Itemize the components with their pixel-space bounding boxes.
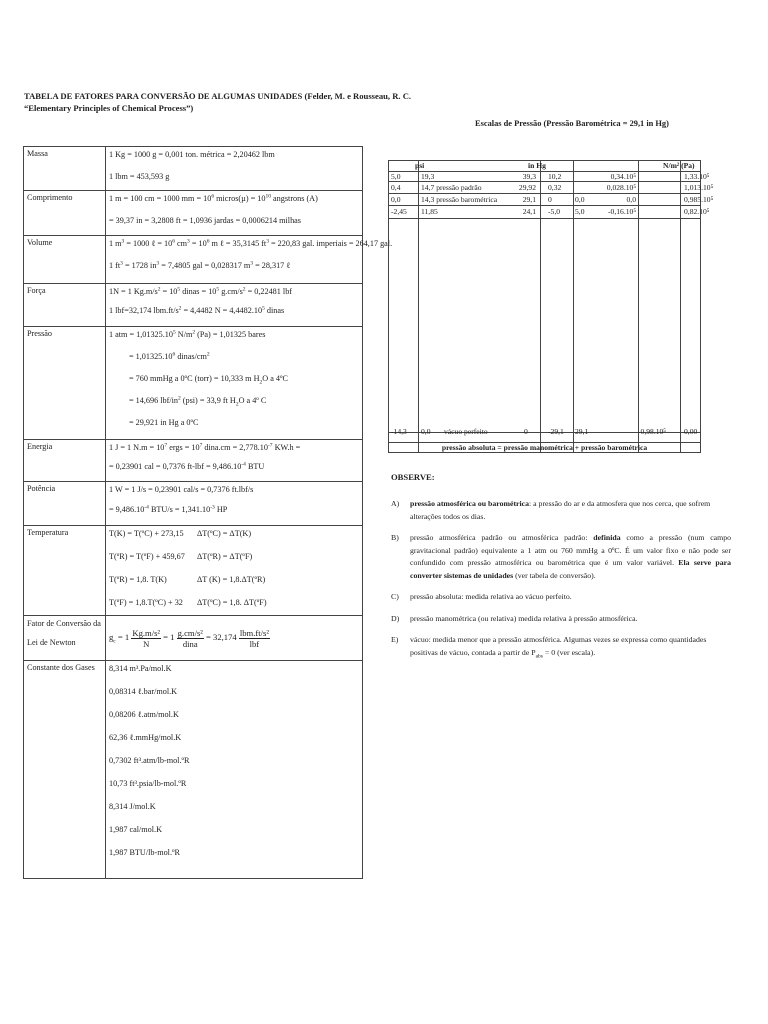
label-volume: Volume bbox=[24, 236, 106, 284]
scale-footer: pressão absoluta = pressão manométrica + pressão barométrica bbox=[441, 443, 648, 452]
row-energia bbox=[24, 440, 363, 482]
header-pa: N/m² (Pa) bbox=[663, 161, 695, 170]
label-comprimento: Comprimento bbox=[24, 191, 106, 236]
scale-cell-c1: 5,0 bbox=[391, 172, 401, 181]
label-forca: Força bbox=[24, 284, 106, 327]
scale-cell-c7: 0,82.10⁵ bbox=[684, 207, 710, 216]
label-energia: Energia bbox=[24, 440, 106, 482]
bottom-c4: -29,1 bbox=[548, 427, 564, 436]
scale-cell-c3: 29,1 bbox=[522, 195, 536, 204]
gas-constant-value: 8,314 m³.Pa/mol.K bbox=[109, 664, 172, 673]
value-potencia: 1 W = 1 J/s = 0,23901 cal/s = 0,7376 ft.lbf/s = $9,486.10^{-4}$ $BTU/s = 1,341.10^{-3}$ HP bbox=[106, 482, 363, 526]
value-gases bbox=[106, 661, 363, 879]
observe-notes bbox=[391, 498, 731, 668]
label-gases: Constante dos Gases bbox=[24, 661, 106, 879]
gas-constant-value: 0,08314 ℓ.bar/mol.K bbox=[109, 687, 178, 696]
row-comprimento bbox=[24, 191, 363, 236]
scale-cell-c6: 0,028.10⁵ bbox=[606, 183, 636, 192]
scale-cell-c6: 0,34.10⁵ bbox=[610, 172, 636, 181]
scale-cell-c4: 10,2 bbox=[548, 172, 562, 181]
row-gases bbox=[24, 661, 363, 879]
scale-cell-c1: -2,45 bbox=[391, 207, 407, 216]
scale-cell-c3: 39,3 bbox=[522, 172, 536, 181]
title-line-2: “Elementary Principles of Chemical Process”) bbox=[24, 103, 194, 113]
scale-cell-c5: 0,0 bbox=[575, 195, 585, 204]
scale-cell-c2: 19,3 bbox=[421, 172, 435, 181]
gas-constant-value: 0,7302 ft³.atm/lb-mol.ºR bbox=[109, 756, 190, 765]
note-e: E) vácuo: medida menor que a pressão atmosférica. Algumas vezes se expressa como quantidades positivas de vácuo, contada a partir de $P_{abs} = 0$ (ver escala). bbox=[391, 635, 707, 660]
row-massa bbox=[24, 147, 363, 191]
scale-cell-c4: 0 bbox=[548, 195, 552, 204]
header-psi: psi bbox=[415, 161, 425, 170]
value-temperatura: T(K) = T(ºC) + 273,15 ΔT(ºC) = ΔT(K) T(ºR) = T(ºF) + 459,67 ΔT(ºR) = ΔT(ºF) T(ºR) = 1,8. T(K) ΔT (K) = 1,8.ΔT(ºR) T(ºF) = 1,8.T(ºC) + 32 ΔT(ºC) = 1,8. ΔT(ºF) bbox=[106, 526, 363, 616]
row-newton bbox=[24, 616, 363, 661]
scale-cell-c3: 24,1 bbox=[522, 207, 536, 216]
scale-cell-c2: 14,7 pressão padrão bbox=[421, 183, 482, 192]
document-title bbox=[24, 90, 412, 114]
bottom-c2a: 0,0 bbox=[421, 427, 431, 436]
note-d: D) pressão manométrica (ou relativa) medida relativa à pressão atmosférica. bbox=[391, 613, 638, 623]
label-pressao: Pressão bbox=[24, 327, 106, 440]
row-pressao bbox=[24, 327, 363, 440]
scale-cell-c1: 0,4 bbox=[391, 183, 401, 192]
label-potencia: Potência bbox=[24, 482, 106, 526]
scale-cell-c2: 11,85 bbox=[421, 207, 438, 216]
row-potencia bbox=[24, 482, 363, 526]
conversion-table bbox=[23, 146, 393, 879]
row-forca bbox=[24, 284, 363, 327]
row-volume bbox=[24, 236, 363, 284]
scale-cell-c7: 0,985.10⁵ bbox=[684, 195, 714, 204]
header-inhg: in Hg bbox=[528, 161, 546, 170]
note-c: C) pressão absoluta: medida relativa ao vácuo perfeito. bbox=[391, 592, 572, 601]
row-temperatura bbox=[24, 526, 363, 616]
gas-constant-value: 62,36 ℓ.mmHg/mol.K bbox=[109, 733, 182, 742]
pressure-scale bbox=[388, 160, 714, 453]
title-line-1: TABELA DE FATORES PARA CONVERSÃO DE ALGUMAS UNIDADES (Felder, M. e Rousseau, R. C. bbox=[24, 91, 412, 101]
scale-cell-c4: 0,32 bbox=[548, 183, 562, 192]
bottom-c1: -14,3 bbox=[391, 427, 407, 436]
scale-cell-c7: 1,013.10⁵ bbox=[684, 183, 714, 192]
scale-cell-c3: 29,92 bbox=[518, 183, 536, 192]
scale-cell-c7: 1,33.10⁵ bbox=[684, 172, 710, 181]
label-massa: Massa bbox=[24, 147, 106, 191]
label-temperatura: Temperatura bbox=[24, 526, 106, 616]
value-forca: 1N = 1 $Kg.m/s^2 = 10^5$ dinas = $10^5$ $g.cm/s^2 = 0,22481$ lbf 1 lbf=32,174 $lbm.ft/s^2 = 4,4482$ $N = 4,4482.10^5$ dinas bbox=[106, 284, 363, 327]
value-volume: 1 $m^3 = 1000$ ℓ = $10^6$ $cm^3 = 10^6$ m ℓ = 35,3145 $ft^3 = 220,83$ gal. imperiais = 264,17 gal. 1 $ft^3 = 1728$ $in^3 = 7,4805$ gal = 0,028317 $m^3 = 28,317$ ℓ bbox=[106, 236, 363, 284]
note-b: B) pressão atmosférica padrão ou atmosférica padrão: definida como a pressão (num campo gravitacional padrão) equivalente a 1 atm ou 760 mmHg a 0ºC. É um valor fixo e não pode ser confundido com pressão atmosférica ou barométrica que é um valor variável. Ela serve para converter sistemas de unidades (ver tabela de conversão). bbox=[391, 533, 731, 580]
fraction-gcms: $\frac{\text{g.cm/s²}}{\text{dina}}$ bbox=[177, 627, 203, 649]
value-comprimento: 1 m = 100 cm = 1000 mm = $10^6$ micros(µ) = $10^{10}$ angstrons (A) = 39,37 in = 3,2808 ft = 1,0936 jardas = 0,0006214 milhas bbox=[106, 191, 363, 236]
scale-cell-c6: 0,0 bbox=[626, 195, 636, 204]
scale-cell-c6: -0,16.10⁵ bbox=[608, 207, 636, 216]
value-newton: $g_c = 1$ $\frac{\text{Kg.m/s²}}{N}$ = 1 $\frac{\text{g.cm/s²}}{\text{dina}}$ = 32,174 $\frac{\text{lbm.ft/s²}}{\text{lbf}}$ bbox=[106, 616, 363, 661]
gas-constant-value: 1,987 cal/mol.K bbox=[109, 825, 162, 834]
label-newton: Fator de Conversão da Lei de Newton bbox=[24, 616, 106, 661]
gas-constant-value: 0,08206 ℓ.atm/mol.K bbox=[109, 710, 179, 719]
fraction-kgms: $\frac{\text{Kg.m/s²}}{N}$ bbox=[132, 627, 161, 649]
value-energia: 1 J = 1 $N.m = 10^7$ ergs = $10^7$ dina.cm = $2,778.10^{-7}$ KW.h = = 0,23901 cal = 0,7376 $ft-lbf = 9,486.10^{-4}$ BTU bbox=[106, 440, 363, 482]
value-massa: 1 Kg = 1000 g = 0,001 ton. métrica = 2,20462 lbm 1 lbm = 453,593 g bbox=[106, 147, 363, 191]
gas-constant-value: 10,73 ft³.psia/lb-mol.ºR bbox=[109, 779, 187, 788]
observe-heading: OBSERVE: bbox=[391, 472, 435, 482]
value-pressao: 1 atm = $1,01325.10^5$ $N/m^2$ (Pa) = 1,01325 bares = $1,01325.10^6$ dinas/$cm^2$ = 760 mmHg a 0ºC (torr) = 10,333 m $H_2O$ a 4ºC = 14,696 lbf/$in^2$ (psi) = 33,9 ft $H_2O$ a 4º C = 29,921 in Hg a 0ºC bbox=[106, 327, 363, 440]
bottom-c3: 0 bbox=[524, 427, 528, 436]
bottom-c7: 0,00 bbox=[684, 427, 698, 436]
gas-constant-value: 8,314 J/mol.K bbox=[109, 802, 156, 811]
scale-cell-c1: 0,0 bbox=[391, 195, 401, 204]
scale-cell-c4: -5,0 bbox=[548, 207, 561, 216]
pressure-scale-title: Escalas de Pressão (Pressão Barométrica = 29,1 in Hg) bbox=[475, 119, 669, 128]
bottom-c5: 29,1 bbox=[575, 427, 589, 436]
gas-constant-value: 1,987 BTU/lb-mol.ºR bbox=[109, 848, 180, 857]
scale-cell-c5: 5,0 bbox=[575, 207, 585, 216]
scale-cell-c2: 14,3 pressão barométrica bbox=[421, 195, 498, 204]
bottom-c6: -0,98.10⁵ bbox=[638, 427, 666, 436]
note-a: A) pressão atmosférica ou barométrica: a pressão do ar e da atmosfera que nos cerca, que sofrem alterações todos os dias. bbox=[391, 499, 711, 521]
bottom-c2b: vácuo perfeito bbox=[444, 427, 488, 436]
fraction-lbmfts: $\frac{\text{lbm.ft/s²}}{\text{lbf}}$ bbox=[239, 627, 269, 649]
